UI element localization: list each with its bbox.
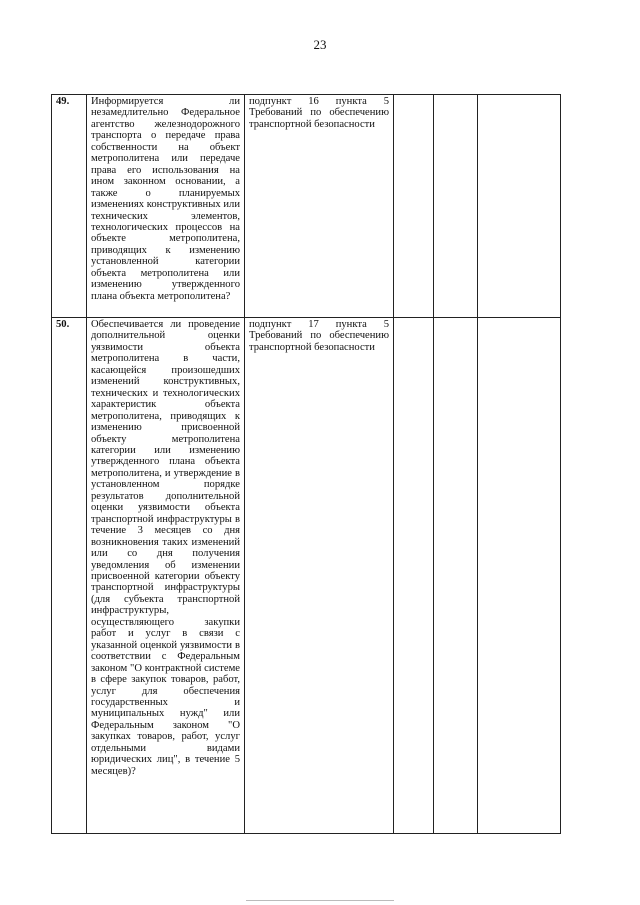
row-number: 49. xyxy=(52,95,87,318)
table-row xyxy=(52,318,561,834)
page-number: 23 xyxy=(313,37,327,52)
answer-yes-cell xyxy=(394,318,434,834)
reference-cell: подпункт 17 пункта 5 Требований по обеспечению транспортной безопасности xyxy=(245,318,394,834)
scan-edge-line xyxy=(246,900,394,901)
answer-no-cell xyxy=(434,95,478,318)
table-row xyxy=(52,95,561,318)
question-cell: Обеспечивается ли проведение дополнительной оценки уязвимости объекта метрополитена в части, касающейся произошедших изменений конструктивных, технических и технологических характеристик объекта метрополитена, приводящих к изменению присвоенной объекту метрополитена категории или изменению утвержденного плана объекта метрополитена, и утверждение в установленном порядке результатов дополнительной оценки уязвимости объекта транспортной инфраструктуры в течение 3 месяцев со дня возникновения таких изменений или со дня получения уведомления об изменении присвоенной категории объекту транспортной инфраструктуры (для субъекта транспортной инфраструктуры, осуществляющего закупки работ и услуг в связи с указанной оценкой уязвимости в соответствии с Федеральным законом "О контрактной системе в сфере закупок товаров, работ, услуг для обеспечения государственных и муниципальных нужд" или Федеральным законом "О закупках товаров, работ, услуг отдельными видами юридических лиц", в течение 5 месяцев)? xyxy=(87,318,245,834)
reference-cell: подпункт 16 пункта 5 Требований по обеспечению транспортной безопасности xyxy=(245,95,394,318)
checklist-table xyxy=(51,94,561,834)
row-number: 50. xyxy=(52,318,87,834)
answer-yes-cell xyxy=(394,95,434,318)
answer-no-cell xyxy=(434,318,478,834)
note-cell xyxy=(478,95,561,318)
note-cell xyxy=(478,318,561,834)
question-cell: Информируется ли незамедлительно Федеральное агентство железнодорожного транспорта о передаче права собственности на объект метрополитена или передаче права его использования на ином законном основании, а также о планируемых изменениях конструктивных или технических элементов, технологических процессов на объекте метрополитена, приводящих к изменению установленной категории объекта метрополитена или изменению утвержденного плана объекта метрополитена? xyxy=(87,95,245,318)
